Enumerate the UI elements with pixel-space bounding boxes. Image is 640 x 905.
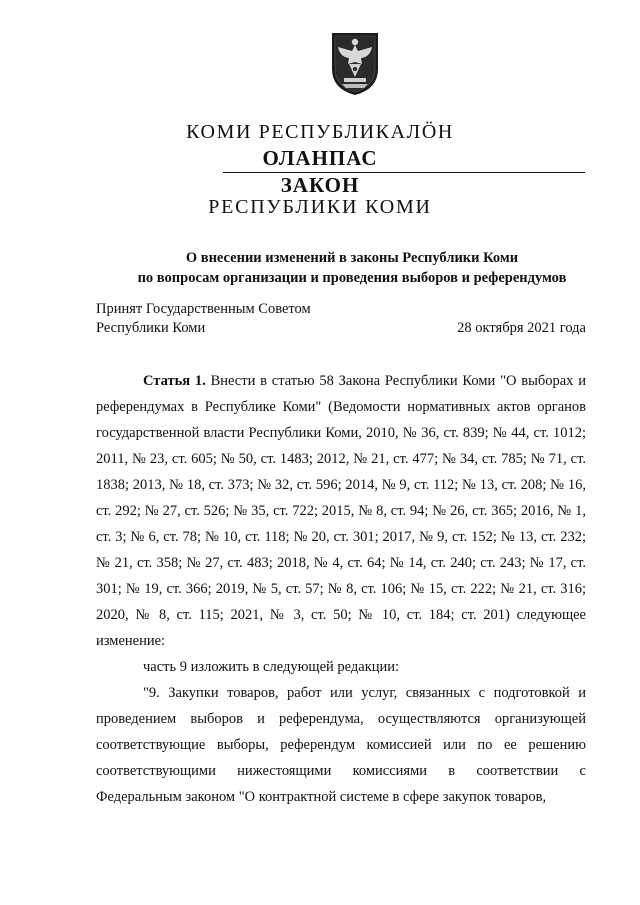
adoption-block [96, 300, 586, 338]
adoption-date: 28 октября 2021 года [457, 320, 586, 336]
article-1-text: Внести в статью 58 Закона Республики Коми "О выборах и референдумах в Республике Коми" (Ведомости нормативных актов органов государственной власти Республики Коми, 2010, № 36, ст. 839; № 44, ст. 1012; 2011, № 23, ст. 605; № 50, ст. 1483; 2012, № 21, ст. 477; № 34, ст. 785; № 71, ст. 1838; 2013, № 18, ст. 373; № 32, ст. 596; 2014, № 9, ст. 112; № 13, ст. 208; № 16, ст. 292; № 27, ст. 526; № 35, ст. 722; 2015, № 8, ст. 94; № 26, ст. 365; 2016, № 1, ст. 3; № 6, ст. 78; № 10, ст. 118; № 20, ст. 301; 2017, № 9, ст. 152; № 13, ст. 232; № 21, ст. 358; № 27, ст. 483; 2018, № 4, ст. 64; № 14, ст. 240; ст. 243; № 17, ст. 301; № 19, ст. 366; 2019, № 5, ст. 57; № 8, ст. 106; № 15, ст. 222; № 21, ст. 316; 2020, № 8, ст. 115; 2021, № 3, ст. 50; № 10, ст. 184; ст. 201) следующее изменение: [96, 373, 586, 649]
part-9-intro: часть 9 изложить в следующей редакции: [143, 659, 400, 675]
header-olanpas: ОЛАНПАС [262, 146, 378, 170]
law-title-line2: по вопросам организации и проведения выборов и референдумов [137, 270, 567, 286]
adopted-by-line1: Принят Государственным Советом [96, 301, 311, 317]
document-body [96, 368, 586, 810]
part-9-text: "9. Закупки товаров, работ или услуг, связанных с подготовкой и проведением выборов и референдума, осуществляются организующей соответствующие выборы, референдум комиссией или по ее решению соответствующими нижестоящими комиссиями в соответствии с Федеральным законом "О контрактной системе в сфере закупок товаров, [96, 685, 586, 805]
article-1-heading: Статья 1. [143, 373, 206, 389]
header-komi-republic: КОМИ РЕСПУБЛИКАЛӦН [186, 121, 454, 143]
article-1-paragraph [96, 368, 586, 654]
adopted-by-line2: Республики Коми [96, 320, 206, 336]
komi-coat-of-arms-icon [330, 31, 380, 97]
law-title [96, 248, 608, 288]
law-title-line1: О внесении изменений в законы Республики Коми [185, 250, 519, 266]
header-republic-komi: РЕСПУБЛИКИ КОМИ [208, 196, 432, 218]
header-zakon: ЗАКОН [280, 173, 360, 197]
